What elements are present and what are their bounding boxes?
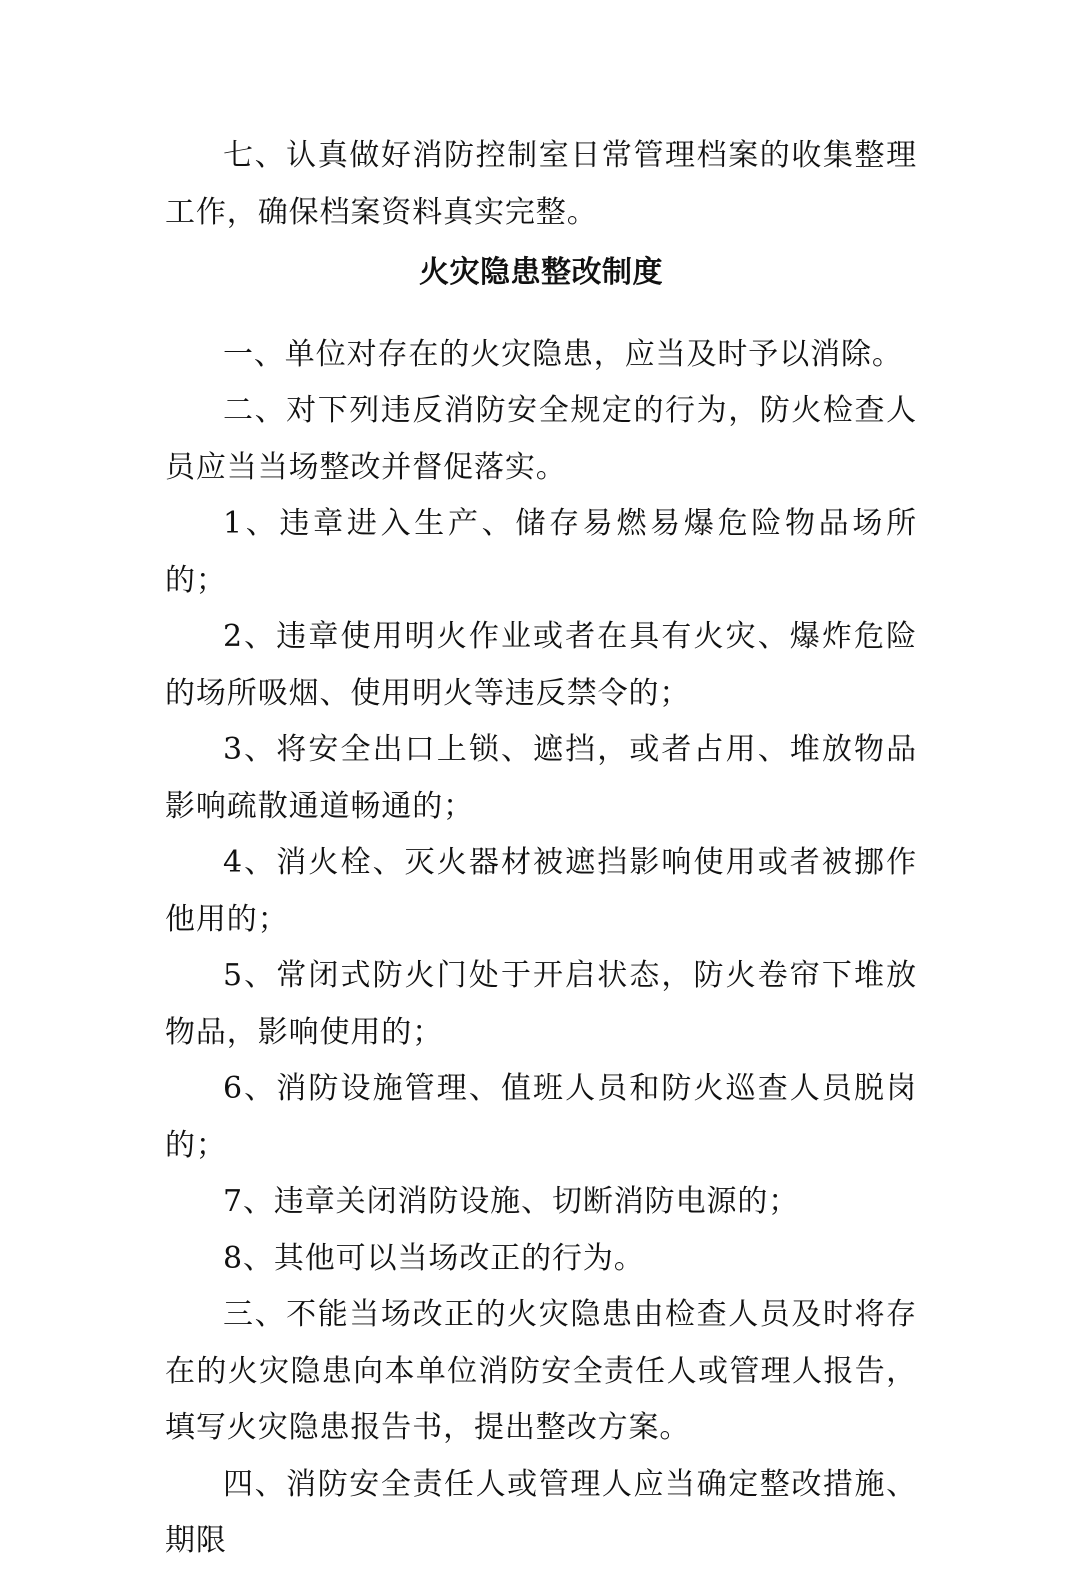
- list-item-8: 8、其他可以当场改正的行为。: [223, 1240, 645, 1276]
- paragraph-rule-1: 一、单位对存在的火灾隐患，应当及时予以消除。: [223, 336, 903, 372]
- list-item-6: 6、消防设施管理、值班人员和防火巡查人员脱岗的；: [165, 1071, 917, 1163]
- document-body: [165, 128, 917, 1570]
- list-item-7: 7、违章关闭消防设施、切断消防电源的；: [223, 1184, 800, 1219]
- paragraph-rule-3: 三、不能当场改正的火灾隐患由检查人员及时将存在的火灾隐患向本单位消防安全责任人或管理人报告，填写火灾隐患报告书，提出整改方案。: [165, 1297, 917, 1445]
- list-item-1: 1、违章进入生产、储存易燃易爆危险物品场所的；: [165, 506, 917, 598]
- list-item-3: 3、将安全出口上锁、遮挡，或者占用、堆放物品影响疏散通道畅通的；: [165, 732, 917, 824]
- list-item-2: 2、违章使用明火作业或者在具有火灾、爆炸危险的场所吸烟、使用明火等违反禁令的；: [165, 619, 917, 711]
- list-item-4: 4、消火栓、灭火器材被遮挡影响使用或者被挪作他用的；: [165, 845, 917, 937]
- paragraph-item-7: 七、认真做好消防控制室日常管理档案的收集整理工作，确保档案资料真实完整。: [165, 138, 917, 230]
- paragraph-rule-4: 四、消防安全责任人或管理人应当确定整改措施、期限: [165, 1466, 917, 1558]
- section-title: 火灾隐患整改制度: [419, 255, 663, 290]
- list-item-5: 5、常闭式防火门处于开启状态，防火卷帘下堆放物品，影响使用的；: [165, 958, 917, 1050]
- paragraph-rule-2: 二、对下列违反消防安全规定的行为，防火检查人员应当当场整改并督促落实。: [165, 393, 917, 485]
